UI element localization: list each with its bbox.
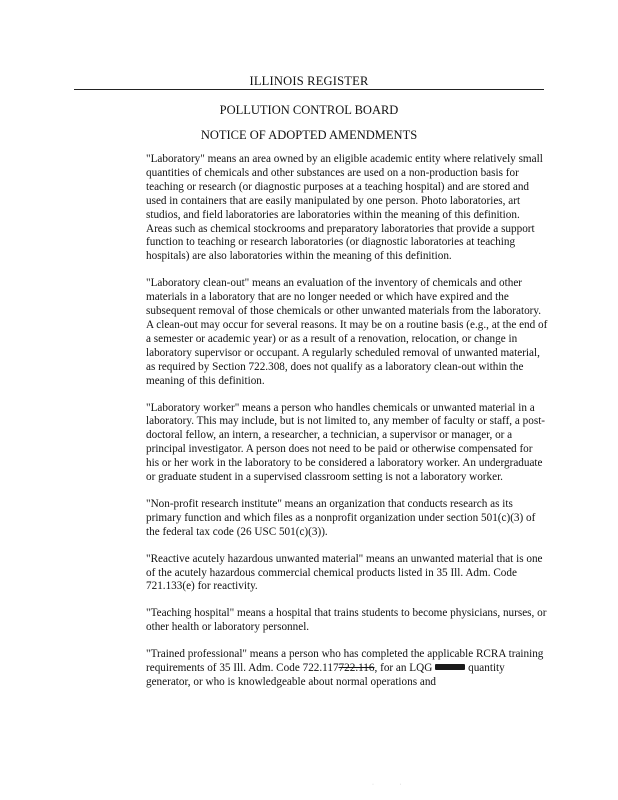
trained-text-start: "Trained professional" means a person who has completed the applicable RCRA training requirements of 35 Ill. Adm. Code 722.117	[146, 648, 544, 675]
definition-non-profit-research-institute: "Non-profit research institute" means an organization that conducts research as its primary function and which files as a nonprofit organization under section 501(c)(3) of the federal tax code (26 USC 501(c)(3)).	[146, 497, 536, 538]
definition-reactive-acutely-hazardous: "Reactive acutely hazardous unwanted material" means an unwanted material that is one of the acutely hazardous commercial chemical products listed in 35 Ill. Adm. Code 721.133(e) for reactivity.	[146, 552, 543, 593]
definition-trained-professional	[146, 648, 548, 690]
struck-citation: 722.116	[338, 662, 375, 675]
definition-laboratory: "Laboratory" means an area owned by an eligible academic entity where relatively small quantities of chemicals and other substances are used on a non-production basis for teaching or research (or diagnostic purposes at a teaching hospital) and are stored and used in containers that are easily manipulated by one person. Photo laboratories, art studios, and field laboratories are laboratories within the meaning of this definition. Areas such as chemical stockrooms and preparatory laboratories that provide a support function to teaching or research laboratories (or diagnostic laboratories at teaching hospitals) are also laboratories within the meaning of this definition.	[146, 153, 543, 263]
trained-text-end: quantity generator, or who is knowledgeable about normal operations and	[146, 662, 505, 688]
footer-mark: · ·	[372, 782, 414, 788]
register-title: ILLINOIS REGISTER	[249, 74, 369, 88]
definition-laboratory-clean-out: "Laboratory clean-out" means an evaluation of the inventory of chemicals and other materials in a laboratory that are no longer needed or which have expired and the subsequent removal of those chemicals or other unwanted materials from the laboratory. A clean-out may occur for several reasons. It may be on a routine basis (e.g., at the end of a semester or academic year) or as a result of a renovation, relocation, or change in laboratory supervisor or occupant. A regularly scheduled removal of unwanted material, as required by Section 722.308, does not qualify as a laboratory clean-out within the meaning of this definition.	[146, 277, 548, 387]
definition-laboratory-worker: "Laboratory worker" means a person who handles chemicals or unwanted material in a laboratory. This may include, but is not limited to, any member of faculty or staff, a post-doctoral fellow, an intern, a researcher, a technician, a supervisor or manager, or a principal investigator. A person does not need to be paid or otherwise compensated for his or her work in the laboratory to be considered a laboratory worker. An undergraduate or graduate student in a supervised classroom setting is not a laboratory worker.	[146, 401, 546, 484]
document-body	[146, 153, 548, 690]
header-rule	[74, 89, 544, 90]
notice-title: NOTICE OF ADOPTED AMENDMENTS	[200, 128, 418, 142]
definition-teaching-hospital: "Teaching hospital" means a hospital that trains students to become physicians, nurses, or other health or laboratory personnel.	[146, 607, 547, 634]
trained-text-mid: , for an LQG	[374, 662, 433, 675]
redaction-mark	[435, 664, 465, 670]
board-name: POLLUTION CONTROL BOARD	[219, 103, 399, 117]
